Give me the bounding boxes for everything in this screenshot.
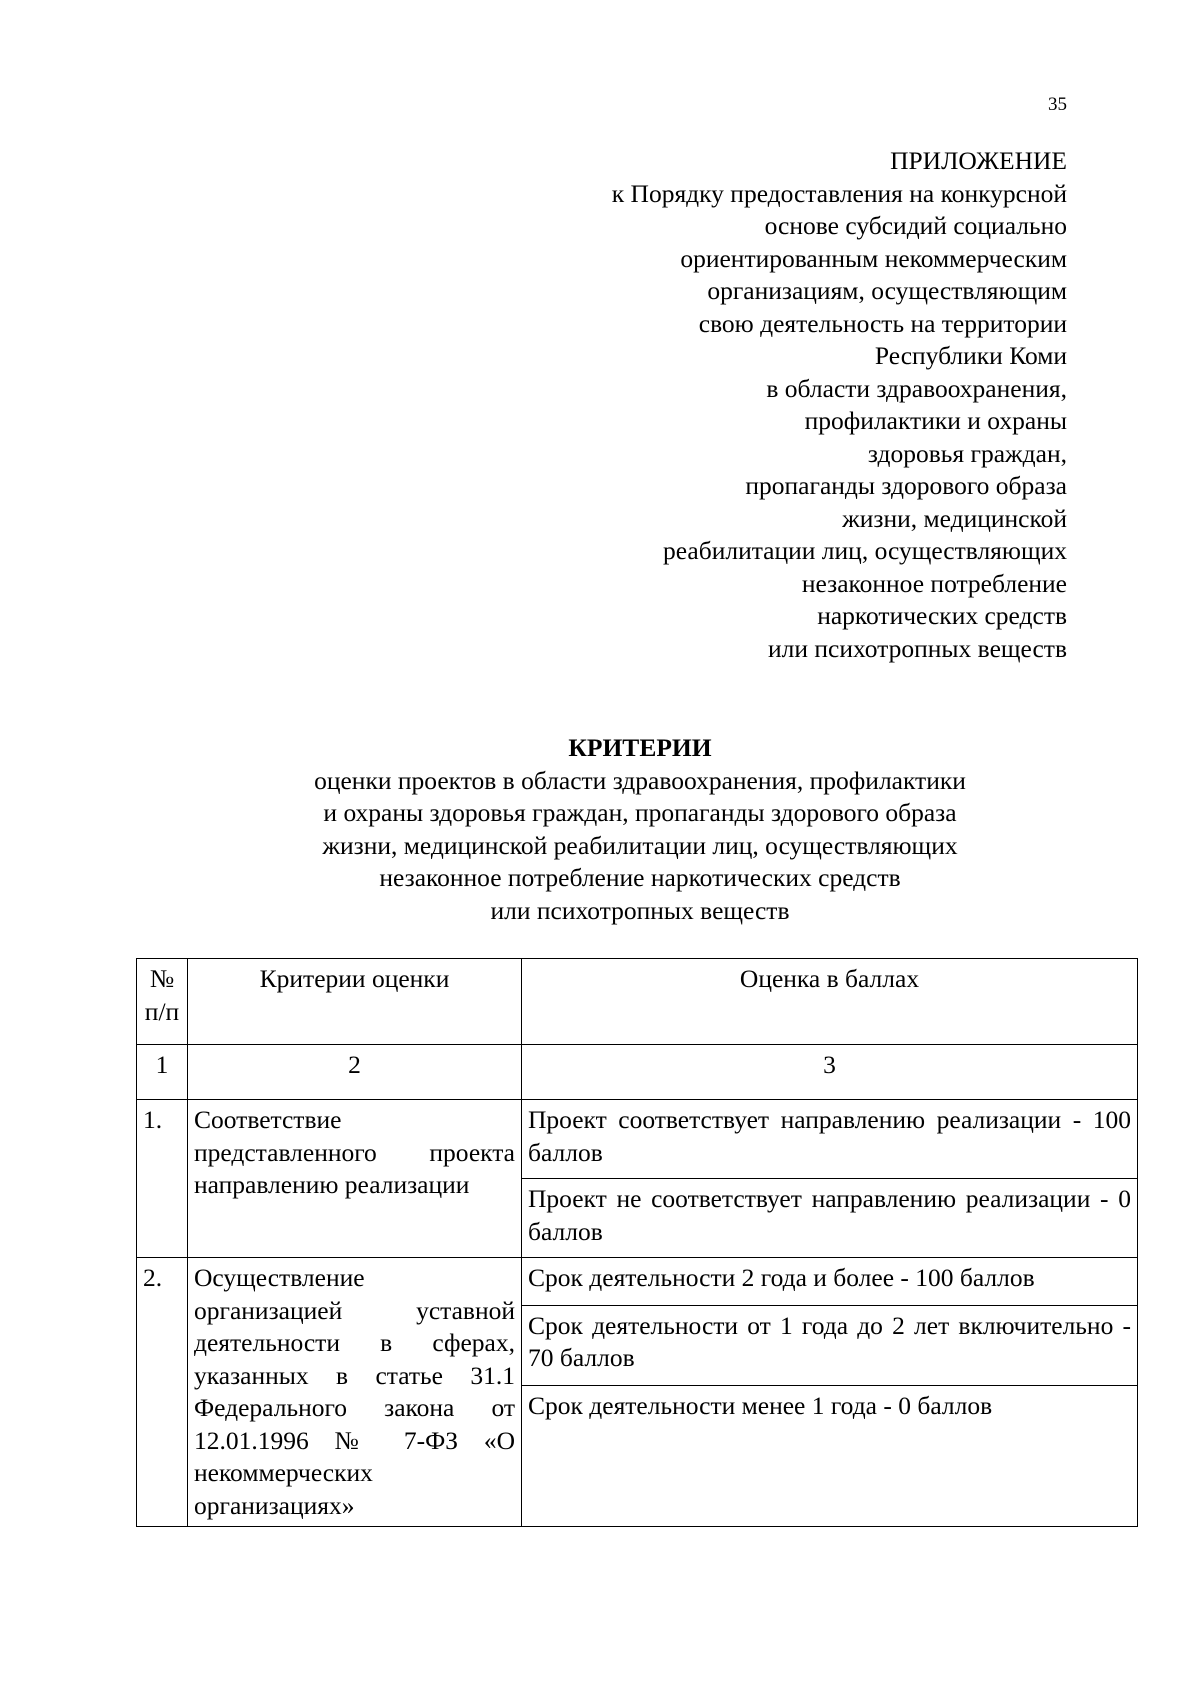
appendix-line: реабилитации лиц, осуществляющих [663, 536, 1067, 565]
row-score: Срок деятельности от 1 года до 2 лет включительно - 70 баллов [522, 1305, 1138, 1385]
appendix-line: Республики Коми [874, 341, 1067, 370]
appendix-line: свою деятельность на территории [698, 308, 1067, 338]
criteria-subtitle-line: незаконное потребление наркотических средств [379, 863, 901, 892]
criteria-subtitle-line: или психотропных веществ [490, 895, 790, 925]
appendix-line: организациям, осуществляющим [707, 276, 1067, 305]
appendix-line: к Порядку предоставления на конкурсной [611, 178, 1067, 208]
page-number: 35 [1048, 94, 1067, 115]
row-criterion: Соответствие представленного проекта направлению реализации [188, 1100, 522, 1258]
appendix-line: наркотических средств [817, 601, 1067, 630]
appendix-title: ПРИЛОЖЕНИЕ [890, 146, 1067, 175]
appendix-line: незаконное потребление [801, 568, 1067, 598]
criteria-subtitle-line: оценки проектов в области здравоохранения, профилактики [314, 765, 966, 795]
row-score: Проект не соответствует направлению реализации - 0 баллов [522, 1179, 1138, 1258]
appendix-line: профилактики и охраны [804, 406, 1067, 435]
header-number: № п/п [137, 959, 188, 1045]
row-score: Проект соответствует направлению реализации - 100 баллов [522, 1100, 1138, 1179]
table-index-row [137, 1045, 1138, 1100]
table-header-row [137, 959, 1138, 1045]
index-cell: 3 [522, 1045, 1138, 1100]
appendix-line: здоровья граждан, [867, 438, 1067, 468]
criteria-subtitle-line: и охраны здоровья граждан, пропаганды здорового образа [323, 798, 957, 827]
appendix-line: или психотропных веществ [767, 633, 1067, 663]
header-criterion: Критерии оценки [188, 959, 522, 1045]
row-criterion: Осуществление организацией уставной деятельности в сферах, указанных в статье 31.1 Федерального закона от 12.01.1996 № 7-ФЗ «О некоммерческих организациях» [188, 1258, 522, 1527]
header-score: Оценка в баллах [522, 959, 1138, 1045]
appendix-block [367, 145, 1067, 665]
appendix-line: основе субсидий социально [764, 211, 1067, 240]
criteria-table [136, 958, 1138, 1527]
row-score: Срок деятельности менее 1 года - 0 баллов [522, 1385, 1138, 1526]
table-row [137, 1100, 1138, 1179]
index-cell: 1 [137, 1045, 188, 1100]
criteria-title-block [0, 732, 1200, 927]
row-number: 1. [137, 1100, 188, 1258]
row-score: Срок деятельности 2 года и более - 100 баллов [522, 1258, 1138, 1306]
criteria-subtitle-line: жизни, медицинской реабилитации лиц, осуществляющих [322, 830, 958, 860]
appendix-line: жизни, медицинской [842, 503, 1067, 533]
criteria-heading: КРИТЕРИИ [568, 733, 712, 762]
appendix-line: пропаганды здорового образа [745, 471, 1067, 500]
table-row [137, 1258, 1138, 1306]
appendix-line: в области здравоохранения, [766, 373, 1067, 403]
appendix-line: ориентированным некоммерческим [680, 243, 1067, 273]
row-number: 2. [137, 1258, 188, 1527]
index-cell: 2 [188, 1045, 522, 1100]
